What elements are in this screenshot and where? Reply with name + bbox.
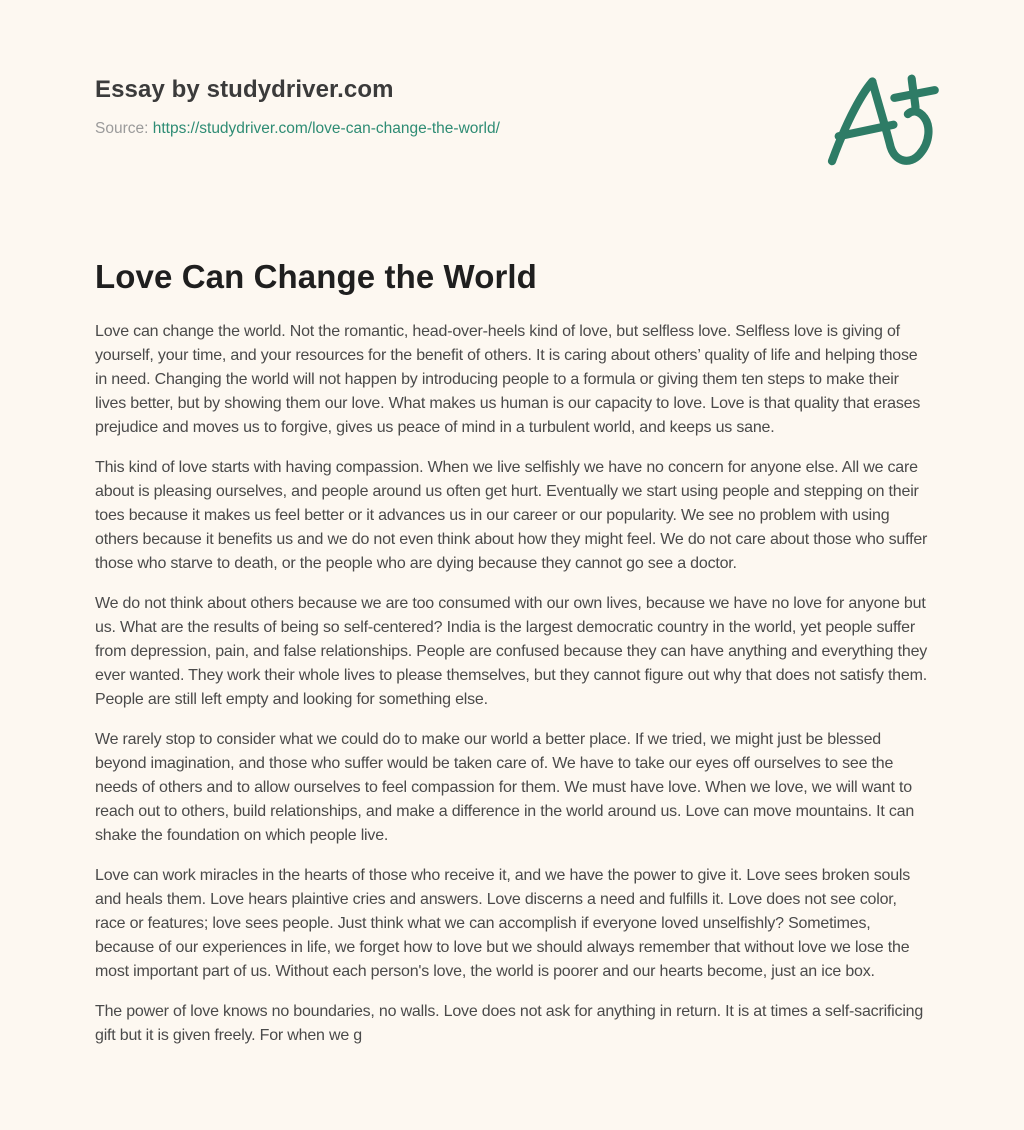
header-text-block bbox=[95, 70, 500, 138]
source-line bbox=[95, 120, 500, 138]
essay-page bbox=[95, 0, 929, 1048]
studydriver-logo bbox=[821, 70, 939, 166]
essay-paragraph: We do not think about others because we are too consumed with our own lives, because we have no love for anyone but us. What are the results of being so self-centered? India is the largest democratic country in the world, yet people suffer from depression, pain, and false relationships. People are confused because they can have anything and everything they ever wanted. They work their whole lives to please themselves, but they cannot figure out why that does not satisfy them. People are still left empty and looking for something else. bbox=[95, 595, 928, 708]
essay-paragraph: Love can change the world. Not the romantic, head-over-heels kind of love, but selfless love. Selfless love is giving of yourself, your time, and your resources for the benefit of others. It is caring about others’ quality of life and helping those in need. Changing the world will not happen by introducing people to a formula or giving them ten steps to make their lives better, but by showing them our love. What makes us human is our capacity to love. Love is that quality that erases prejudice and moves us to forgive, gives us peace of mind in a turbulent world, and keeps us sane. bbox=[95, 323, 921, 436]
a-plus-logo-icon bbox=[821, 70, 939, 166]
article-body bbox=[95, 320, 929, 1048]
article-title: Love Can Change the World bbox=[95, 258, 537, 295]
source-url-link[interactable]: https://studydriver.com/love-can-change-the-world/ bbox=[152, 120, 500, 137]
essay-by-heading: Essay by studydriver.com bbox=[95, 76, 394, 103]
essay-paragraph: Love can work miracles in the hearts of those who receive it, and we have the power to give it. Love sees broken souls and heals them. Love hears plaintive cries and answers. Love discerns a need and fulfills it. Love does not see color, race or features; love sees people. Just think what we can accomplish if everyone loved unselfishly? Sometimes, because of our experiences in life, we forget how to love but we should always remember that without love we lose the most important part of us. Without each person's love, the world is poorer and our hearts become, just an ice box. bbox=[95, 867, 911, 980]
essay-paragraph: We rarely stop to consider what we could do to make our world a better place. If we tried, we might just be blessed beyond imagination, and those who suffer would be taken care of. We have to take our eyes off ourselves to see the needs of others and to allow ourselves to feel compassion for them. We must have love. When we love, we will want to reach out to others, build relationships, and make a difference in the world around us. Love can move mountains. It can shake the foundation on which people live. bbox=[95, 731, 915, 844]
page-header bbox=[95, 70, 929, 166]
source-label: Source: bbox=[95, 120, 149, 137]
essay-paragraph: The power of love knows no boundaries, no walls. Love does not ask for anything in return. It is at times a self-sacrificing gift but it is given freely. For when we g bbox=[95, 1003, 924, 1044]
essay-paragraph: This kind of love starts with having compassion. When we live selfishly we have no concern for anyone else. All we care about is pleasing ourselves, and people around us often get hurt. Eventually we start using people and stepping on their toes because it makes us feel better or it advances us in our career or our popularity. We see no problem with using others because it benefits us and we do not even think about how they might feel. We do not care about those who suffer those who starve to death, or the people who are dying because they cannot go see a doctor. bbox=[95, 459, 928, 572]
